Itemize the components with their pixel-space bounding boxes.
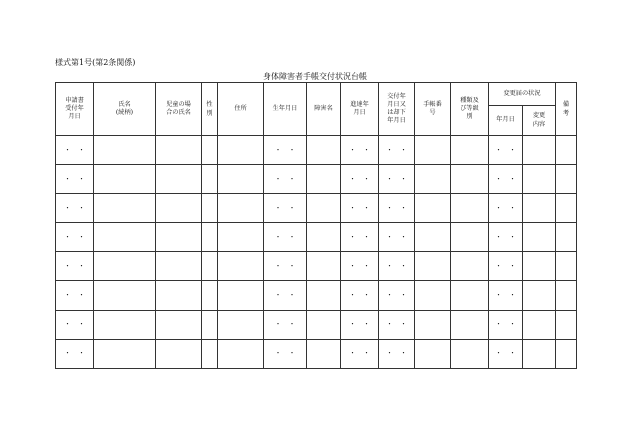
cell-address[interactable] <box>218 252 264 281</box>
header-sex: 性 別 <box>202 83 218 136</box>
cell-issue-date[interactable] <box>379 194 415 223</box>
header-child-name: 児童の場 合の氏名 <box>156 83 202 136</box>
date-separator-marks: ・ ・ <box>495 203 516 212</box>
header-address: 住所 <box>218 83 264 136</box>
cell-address[interactable] <box>218 165 264 194</box>
cell-birth-date[interactable] <box>264 223 307 252</box>
header-change-content: 変更 内容 <box>523 106 556 136</box>
table-row <box>56 194 577 223</box>
cell-notebook-number[interactable] <box>415 165 451 194</box>
cell-change-date[interactable] <box>489 165 523 194</box>
cell-sex[interactable] <box>202 136 218 165</box>
header-forwarding-date: 進達年 月日 <box>341 83 379 136</box>
date-separator-marks: ・ ・ <box>386 145 407 154</box>
register-table <box>55 82 577 369</box>
cell-forwarding-date[interactable] <box>341 223 379 252</box>
date-separator-marks: ・ ・ <box>495 174 516 183</box>
cell-forwarding-date[interactable] <box>341 136 379 165</box>
cell-disability-name[interactable] <box>307 194 341 223</box>
cell-disability-name[interactable] <box>307 281 341 310</box>
cell-change-date[interactable] <box>489 194 523 223</box>
date-separator-marks: ・ ・ <box>349 145 370 154</box>
date-separator-marks: ・ ・ <box>495 290 516 299</box>
cell-remarks[interactable] <box>556 194 577 223</box>
cell-type-grade[interactable] <box>451 310 489 339</box>
date-separator-marks: ・ ・ <box>64 145 85 154</box>
cell-forwarding-date[interactable] <box>341 281 379 310</box>
cell-sex[interactable] <box>202 165 218 194</box>
cell-change-content[interactable] <box>523 310 556 339</box>
cell-address[interactable] <box>218 136 264 165</box>
cell-issue-date[interactable] <box>379 252 415 281</box>
cell-change-content[interactable] <box>523 339 556 368</box>
cell-remarks[interactable] <box>556 252 577 281</box>
cell-application-date[interactable] <box>56 136 94 165</box>
date-separator-marks: ・ ・ <box>495 145 516 154</box>
cell-disability-name[interactable] <box>307 223 341 252</box>
cell-application-date[interactable] <box>56 310 94 339</box>
header-birth-date: 生年月日 <box>264 83 307 136</box>
cell-sex[interactable] <box>202 223 218 252</box>
date-separator-marks: ・ ・ <box>64 290 85 299</box>
date-separator-marks: ・ ・ <box>495 349 516 358</box>
header-row-1 <box>56 83 577 106</box>
cell-application-date[interactable] <box>56 252 94 281</box>
cell-remarks[interactable] <box>556 165 577 194</box>
table-row <box>56 136 577 165</box>
cell-application-date[interactable] <box>56 194 94 223</box>
header-disability-name: 障害名 <box>307 83 341 136</box>
date-separator-marks: ・ ・ <box>274 232 296 241</box>
header-issue-date: 交付年 月日又 は却下 年月日 <box>379 83 415 136</box>
cell-change-date[interactable] <box>489 339 523 368</box>
cell-birth-date[interactable] <box>264 194 307 223</box>
cell-forwarding-date[interactable] <box>341 339 379 368</box>
cell-disability-name[interactable] <box>307 339 341 368</box>
cell-issue-date[interactable] <box>379 223 415 252</box>
cell-address[interactable] <box>218 310 264 339</box>
cell-child-name[interactable] <box>156 252 202 281</box>
cell-name[interactable] <box>94 223 156 252</box>
cell-change-date[interactable] <box>489 223 523 252</box>
cell-forwarding-date[interactable] <box>341 165 379 194</box>
header-application-date: 申請書 受付年 月日 <box>56 83 94 136</box>
cell-name[interactable] <box>94 165 156 194</box>
cell-child-name[interactable] <box>156 310 202 339</box>
cell-change-content[interactable] <box>523 281 556 310</box>
cell-notebook-number[interactable] <box>415 339 451 368</box>
cell-application-date[interactable] <box>56 339 94 368</box>
header-notebook-number: 手帳番 号 <box>415 83 451 136</box>
date-separator-marks: ・ ・ <box>64 232 85 241</box>
date-separator-marks: ・ ・ <box>274 290 296 299</box>
header-name: 氏名 (続柄) <box>94 83 156 136</box>
table-row <box>56 165 577 194</box>
cell-remarks[interactable] <box>556 281 577 310</box>
table-row <box>56 252 577 281</box>
cell-remarks[interactable] <box>556 339 577 368</box>
cell-issue-date[interactable] <box>379 281 415 310</box>
cell-name[interactable] <box>94 310 156 339</box>
date-separator-marks: ・ ・ <box>274 349 296 358</box>
cell-type-grade[interactable] <box>451 223 489 252</box>
date-separator-marks: ・ ・ <box>349 320 370 329</box>
cell-birth-date[interactable] <box>264 136 307 165</box>
header-change-notice: 変更届の状況 <box>489 83 556 106</box>
date-separator-marks: ・ ・ <box>64 320 85 329</box>
cell-child-name[interactable] <box>156 281 202 310</box>
cell-notebook-number[interactable] <box>415 194 451 223</box>
date-separator-marks: ・ ・ <box>386 290 407 299</box>
cell-notebook-number[interactable] <box>415 281 451 310</box>
date-separator-marks: ・ ・ <box>274 203 296 212</box>
cell-address[interactable] <box>218 223 264 252</box>
cell-application-date[interactable] <box>56 281 94 310</box>
cell-disability-name[interactable] <box>307 310 341 339</box>
cell-issue-date[interactable] <box>379 310 415 339</box>
date-separator-marks: ・ ・ <box>64 261 85 270</box>
cell-issue-date[interactable] <box>379 165 415 194</box>
cell-remarks[interactable] <box>556 136 577 165</box>
date-separator-marks: ・ ・ <box>274 174 296 183</box>
date-separator-marks: ・ ・ <box>386 203 407 212</box>
cell-name[interactable] <box>94 339 156 368</box>
document-title: 身体障害者手帳交付状況台帳 <box>263 72 367 81</box>
cell-sex[interactable] <box>202 194 218 223</box>
table-row <box>56 339 577 368</box>
date-separator-marks: ・ ・ <box>274 145 296 154</box>
date-separator-marks: ・ ・ <box>64 203 85 212</box>
cell-notebook-number[interactable] <box>415 136 451 165</box>
register-body <box>56 136 577 369</box>
cell-notebook-number[interactable] <box>415 252 451 281</box>
date-separator-marks: ・ ・ <box>495 232 516 241</box>
cell-type-grade[interactable] <box>451 281 489 310</box>
cell-type-grade[interactable] <box>451 339 489 368</box>
cell-change-content[interactable] <box>523 252 556 281</box>
date-separator-marks: ・ ・ <box>349 290 370 299</box>
cell-remarks[interactable] <box>556 223 577 252</box>
cell-birth-date[interactable] <box>264 165 307 194</box>
header-remarks: 備 考 <box>556 83 577 136</box>
date-separator-marks: ・ ・ <box>349 349 370 358</box>
date-separator-marks: ・ ・ <box>386 261 407 270</box>
cell-notebook-number[interactable] <box>415 310 451 339</box>
cell-child-name[interactable] <box>156 339 202 368</box>
cell-name[interactable] <box>94 136 156 165</box>
date-separator-marks: ・ ・ <box>349 203 370 212</box>
cell-child-name[interactable] <box>156 165 202 194</box>
cell-change-content[interactable] <box>523 194 556 223</box>
cell-name[interactable] <box>94 194 156 223</box>
cell-sex[interactable] <box>202 339 218 368</box>
cell-disability-name[interactable] <box>307 165 341 194</box>
cell-type-grade[interactable] <box>451 165 489 194</box>
date-separator-marks: ・ ・ <box>386 174 407 183</box>
cell-address[interactable] <box>218 339 264 368</box>
date-separator-marks: ・ ・ <box>349 174 370 183</box>
date-separator-marks: ・ ・ <box>386 320 407 329</box>
cell-child-name[interactable] <box>156 136 202 165</box>
cell-address[interactable] <box>218 194 264 223</box>
table-row <box>56 223 577 252</box>
cell-child-name[interactable] <box>156 194 202 223</box>
cell-birth-date[interactable] <box>264 252 307 281</box>
cell-birth-date[interactable] <box>264 310 307 339</box>
cell-forwarding-date[interactable] <box>341 310 379 339</box>
cell-change-content[interactable] <box>523 223 556 252</box>
cell-change-date[interactable] <box>489 136 523 165</box>
table-row <box>56 281 577 310</box>
cell-type-grade[interactable] <box>451 136 489 165</box>
date-separator-marks: ・ ・ <box>274 261 296 270</box>
header-type-grade: 種類及 び等級 別 <box>451 83 489 136</box>
cell-forwarding-date[interactable] <box>341 252 379 281</box>
cell-issue-date[interactable] <box>379 136 415 165</box>
cell-child-name[interactable] <box>156 223 202 252</box>
cell-sex[interactable] <box>202 252 218 281</box>
cell-issue-date[interactable] <box>379 339 415 368</box>
cell-birth-date[interactable] <box>264 339 307 368</box>
date-separator-marks: ・ ・ <box>495 261 516 270</box>
date-separator-marks: ・ ・ <box>349 261 370 270</box>
cell-change-date[interactable] <box>489 281 523 310</box>
cell-application-date[interactable] <box>56 165 94 194</box>
cell-notebook-number[interactable] <box>415 223 451 252</box>
cell-disability-name[interactable] <box>307 252 341 281</box>
cell-address[interactable] <box>218 281 264 310</box>
cell-type-grade[interactable] <box>451 194 489 223</box>
cell-change-content[interactable] <box>523 165 556 194</box>
form-number-label: 様式第1号(第2条関係) <box>55 58 136 67</box>
cell-forwarding-date[interactable] <box>341 194 379 223</box>
cell-name[interactable] <box>94 281 156 310</box>
cell-application-date[interactable] <box>56 223 94 252</box>
cell-disability-name[interactable] <box>307 136 341 165</box>
cell-change-content[interactable] <box>523 136 556 165</box>
cell-birth-date[interactable] <box>264 281 307 310</box>
table-row <box>56 310 577 339</box>
date-separator-marks: ・ ・ <box>386 349 407 358</box>
cell-sex[interactable] <box>202 281 218 310</box>
cell-name[interactable] <box>94 252 156 281</box>
cell-remarks[interactable] <box>556 310 577 339</box>
header-change-date: 年月日 <box>489 106 523 136</box>
cell-type-grade[interactable] <box>451 252 489 281</box>
date-separator-marks: ・ ・ <box>64 349 85 358</box>
date-separator-marks: ・ ・ <box>349 232 370 241</box>
cell-sex[interactable] <box>202 310 218 339</box>
cell-change-date[interactable] <box>489 252 523 281</box>
date-separator-marks: ・ ・ <box>495 320 516 329</box>
date-separator-marks: ・ ・ <box>64 174 85 183</box>
cell-change-date[interactable] <box>489 310 523 339</box>
date-separator-marks: ・ ・ <box>386 232 407 241</box>
date-separator-marks: ・ ・ <box>274 320 296 329</box>
